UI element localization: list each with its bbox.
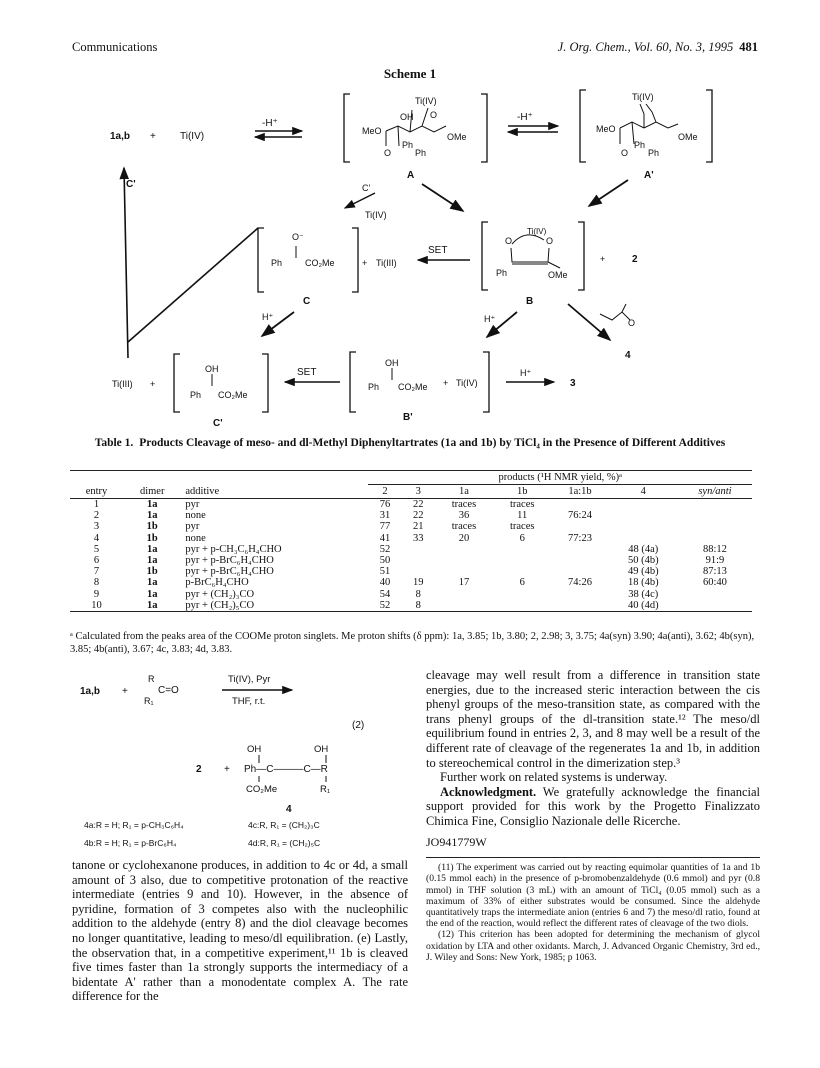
column-header: dimer [139,485,165,497]
column-header: additive [185,485,220,497]
table-cell: 10 [91,599,102,611]
scheme-1-figure [0,80,820,432]
table-cell [551,544,608,555]
ph-in-aprime-1: Ph [634,140,646,150]
eq2-reagent: Ti(IV), Pyr [228,674,271,685]
table-cell: 54 [379,588,391,600]
ph-in-aprime-2: Ph [648,148,660,158]
label-bprime: B' [403,412,413,423]
table-cell: none [185,532,206,544]
table-cell: 3 [93,521,100,533]
product-two: 2 [632,254,638,265]
table-header-group-row [70,471,752,485]
column-header: 1a:1b [568,486,592,497]
acknowledgment-heading: Acknowledgment. [440,784,537,799]
table-cell [678,499,752,511]
table-cell: 31 [379,510,391,522]
table-row [70,589,752,600]
page-number: 481 [739,40,758,54]
table-cell [551,589,608,600]
table-cell [402,566,435,577]
acknowledgment-text: We gratefully acknowledge the financial support provided for this work by the Progetto Finalizzato Chimica Fine, Consiglio Nazionale delle Ricerche. [426,784,760,828]
hplus-right: H⁺ [484,314,496,324]
column-header: 4 [640,486,646,497]
table-cell: 1b [146,566,158,578]
bracket-b-right [578,222,584,290]
bracket-aprime-right [706,90,712,162]
bracket-a-left [344,94,350,162]
eq2-two: 2 [196,764,202,775]
table-cell: pyr + p-BrC₆H₄CHO [185,555,274,567]
oh-in-bprime: OH [385,358,399,368]
table-cell [493,566,551,577]
table-cell: traces [509,499,535,510]
table-cell [678,510,752,521]
table-cell: 36 [458,510,470,522]
table-row [70,499,752,511]
ti4-below-arrow: Ti(IV) [365,210,387,220]
right-paragraph-1: cleavage may well result from a difference in transition state energies, due to the increased steric interaction between the cis phenyl groups of the meso-transition state, as compared with the trans phenyl groups of the dl-transition state.¹² The meso/dl equilibrium found in entries 2, 3, and 8 may well be a result of the different rate of cleavage of the regenerates 1a and 1b, in addition to stereochemical control in the dimerization step.³ [426,668,760,770]
eq2-plus-2: + [224,764,230,775]
bracket-aprime-left [580,90,586,162]
table-cell: 87:13 [703,566,727,578]
results-table [70,470,752,612]
table-cell: 74:26 [568,577,592,589]
column-header: 2 [382,486,388,497]
table-row [70,510,752,521]
eq2-reactant: 1a,b [80,686,101,697]
ominus-in-c: O⁻ [292,232,304,242]
plus-bottom: + [150,379,156,389]
hplus-bottom: H⁺ [520,368,532,378]
table-cell: 1b [146,521,158,533]
table-cell: 1a [146,599,158,611]
table-cell: 1b [146,532,158,544]
o2-in-b: O [546,236,554,246]
table-cell: 41 [379,532,391,544]
table-cell: 38 (4c) [628,588,659,600]
arrow-to-cprime [345,193,375,208]
table-cell: pyr + p-BrC₆H₄CHO [185,566,274,578]
o-in-a: O [430,110,438,120]
left-text-column [72,858,408,1004]
oh-in-cprime: OH [205,364,219,374]
ti4-reagent: Ti(IV) [180,131,205,142]
bracket-c-left [258,228,264,292]
table-cell: 8 [415,588,421,600]
acknowledgment-paragraph [426,785,760,829]
table-row [70,555,752,566]
table-caption-text: Products Cleavage of meso- and dl-Methyl Diphenyltartrates (1a and 1b) by TiCl₄ in the Presence of Different Additives [139,437,726,449]
table-cell [609,499,678,511]
table-cell [493,589,551,600]
table-cell [678,521,752,532]
table-cell: 91:9 [705,555,725,567]
ph-in-b: Ph [496,268,508,278]
table-cell [493,600,551,612]
table-row [70,577,752,588]
table-cell: 17 [458,577,470,589]
set-label-mid: SET [428,245,448,256]
bracket-cprime-left [174,354,180,412]
plus-bprime: + [443,378,449,388]
table-row [70,600,752,612]
table-cell: 88:12 [703,543,727,555]
eq2-number: (2) [352,720,365,731]
table-cell: 77 [379,521,391,533]
eq2-conditions: THF, r.t. [232,696,266,707]
table-cell [435,555,493,566]
table-cell: 50 [379,555,391,567]
table-cell: 20 [458,532,470,544]
table-cell: 60:40 [703,577,727,589]
table-cell: 8 [93,577,100,589]
table-caption [70,436,750,450]
eq2-co2me: CO₂Me [246,784,278,795]
column-header: 3 [415,486,421,497]
table-cell: 11 [517,510,528,522]
table-cell: traces [509,521,535,533]
bracket-bprime-left [350,352,356,412]
c-prime-return-line [124,168,128,358]
table-cell [551,600,608,612]
table-cell [609,510,678,521]
eq2-label-4: 4 [286,804,292,815]
eq2-oh-left: OH [247,744,262,755]
ph-in-cprime: Ph [190,390,202,400]
ph-in-a-2: Ph [415,148,427,158]
table-cell [678,589,752,600]
table-cell: 1a [146,588,158,600]
table-cell: 1a [146,510,158,522]
eq2-legend-4c: 4c:R, R₁ = (CH₂)₃C [248,820,320,830]
table-cell [551,566,608,577]
column-header: syn/anti [698,486,732,497]
label-c: C [303,296,311,307]
table-cell [435,544,493,555]
ome-in-b: OMe [548,270,568,280]
o-carbonyl-a: O [384,148,392,158]
table-cell [493,555,551,566]
o-in-b: O [505,236,513,246]
eq2-r: R [148,674,155,684]
table-cell: 1a [146,543,158,555]
table-cell: pyr + (CH₂)₅CO [185,599,255,611]
table-cell: none [185,510,206,522]
table-cell: 33 [412,532,424,544]
table-cell: 22 [412,510,424,522]
co2me-in-c: CO₂Me [305,258,335,268]
minus-h-label: -H⁺ [262,118,278,129]
set-label-bottom: SET [297,367,317,378]
ti4-in-b: Ti(IV) [527,227,547,236]
table-cell: 19 [412,577,424,589]
table-cell: 52 [379,543,391,555]
table-cell [551,521,608,532]
co2me-in-cprime: CO₂Me [218,390,248,400]
meo-in-aprime: MeO [596,124,616,134]
table-cell: 21 [412,521,424,533]
footnotes [426,862,760,963]
table-row [70,544,752,555]
ph-in-bprime: Ph [368,382,380,392]
eq2-legend-4d: 4d:R, R₁ = (CH₂)₅C [248,838,321,848]
table-row [70,566,752,577]
manuscript-code: JO941779W [426,834,487,849]
ti4-bprime: Ti(IV) [456,378,478,388]
eq2-legend-4a: 4a:R = H; R₁ = p-CH₃C₆H₄ [84,820,184,830]
table-cell: 40 (4d) [627,599,659,611]
table-row [70,533,752,544]
minus-h-label-2: -H⁺ [517,112,533,123]
table-cell: 7 [93,566,100,578]
arrow-a-to-b [422,184,463,211]
table-cell [551,499,608,511]
table-cell: 6 [93,555,100,567]
table-cell [678,533,752,544]
label-b: B [526,296,534,307]
start-compound: 1a,b [110,131,131,142]
table-cell: 76:24 [568,510,592,522]
table-cell [402,544,435,555]
eq2-chain: Ph—C———C—R [244,764,328,775]
table-cell [678,600,752,612]
table-cell: 6 [519,577,525,589]
label-4: 4 [625,350,631,361]
o-ketone: O [628,318,636,328]
c-prime-side: C' [126,179,136,190]
table-cell [493,544,551,555]
eq2-carbonyl: C=O [158,685,179,696]
eq2-oh-right: OH [314,744,329,755]
table-cell: pyr + p-CH₃C₆H₄CHO [185,543,282,555]
table-cell: 50 (4b) [627,555,659,567]
ph-in-c: Ph [271,258,283,268]
table-cell: 48 (4a) [628,543,659,555]
c-prime-on-arrow: C' [362,183,371,193]
table-cell: traces [451,521,477,533]
table-cell: 51 [379,566,391,578]
right-text-column [426,668,760,963]
plus-two: + [600,254,606,264]
o-carbonyl-aprime: O [621,148,629,158]
footnote-divider [426,857,760,858]
label-aprime: A' [644,170,654,181]
scheme-title: Scheme 1 [383,66,437,81]
table-cell: 9 [93,588,100,600]
table-cell [609,533,678,544]
ti3-bottom: Ti(III) [112,379,133,389]
ti3-mid: Ti(III) [376,258,397,268]
plus-sign: + [150,131,156,142]
ketone-skeleton [600,304,630,320]
table-cell: 1a [146,555,158,567]
ti4-in-aprime: Ti(IV) [632,92,654,102]
journal-citation: J. Org. Chem., Vol. 60, No. 3, 1995 [557,40,734,54]
running-header-journal [558,40,758,55]
bracket-c-right [352,228,358,292]
meo-in-a: MeO [362,126,382,136]
table-cell: traces [451,499,477,510]
table-cell: p-BrC₆H₄CHO [185,577,249,589]
table-cell [435,566,493,577]
table-cell: 5 [93,543,100,555]
bracket-a-right [481,94,487,162]
column-header: entry [85,485,108,497]
ome-in-a: OMe [447,132,467,142]
table-cell: 1 [93,499,100,510]
column-header: 1a [458,486,469,497]
table-cell [435,589,493,600]
bracket-cprime-right [262,354,268,412]
equation-2-figure [70,666,418,854]
table-cell [551,555,608,566]
table-row [70,521,752,532]
ome-in-aprime: OMe [678,132,698,142]
table-cell: 2 [93,510,100,522]
table-cell: pyr [185,521,200,533]
table-footnote: ᵃ Calculated from the peaks area of the COOMe proton singlets. Me proton shifts (δ ppm): 1a, 3.85; 1b, 3.80; 2, 2.98; 3, 3.75; 4a(syn) 3.90; 4a(anti), 3.62; 4b(syn), 3.85; 4b(anti), 3.67; 4c, 3.83; 4d, 3.83. [70,631,755,655]
table-cell [435,600,493,612]
table-cell: pyr + (CH₂)₃CO [185,588,255,600]
table-cell: 18 (4b) [627,577,659,589]
bracket-bprime-right [483,352,489,412]
oh-in-a: OH [400,112,414,122]
plus-ti3: + [362,258,368,268]
table-cell: 6 [519,532,525,544]
ti4-in-a: Ti(IV) [415,96,437,106]
hplus-left: H⁺ [262,312,274,322]
table-cell: 49 (4b) [627,566,659,578]
eq2-legend-4b: 4b:R = H; R₁ = p-BrC₆H₄ [84,838,177,848]
label-a: A [407,170,415,181]
ph-in-a-1: Ph [402,140,414,150]
co2me-in-bprime: CO₂Me [398,382,428,392]
table-cell: 77:23 [568,532,592,544]
footnote-11: (11) The experiment was carried out by reacting equimolar quantities of 1a and 1b (0.15 mmol each) in the presence of p-bromobenzaldehyde (0.6 mmol) and pyr (0.8 mmol) in THF solution (3 mL) with an amount of TiCl₄ (0.05 mmol) such as a maximum of 33% of either substrates would be consumed. Since the aldehyde quantitatively traps the intermediate anion (entries 6 and 7) the meso/dl ratio, found at the end of the reaction, would reflect the different rates of cleavage of the two diols. [426,862,760,930]
running-header-section: Communications [72,40,158,54]
label-3: 3 [570,378,576,389]
table-cell: 4 [93,532,100,544]
eq2-plus: + [122,686,128,697]
footnote-12: (12) This criterion has been adopted for determining the mechanism of glycol oxidation by LTA and other oxidants. March, J. Advanced Organic Chemistry, 3rd ed., J. Wiley and Sons: New York, 1985; p 1063. [426,929,760,963]
left-paragraph: tanone or cyclohexanone produces, in addition to 4c or 4d, a small amount of 3 also, due to competitive protonation of the reactive intermediate (entries 9 and 10). However, in the absence of pyridine, formation of 3 competes also with the nucleophilic addition to the aldehyde (entry 8) and the diol cleavage becomes no longer quantitative, leading to meso/dl equilibration. (e) Lastly, the observation that, in a competitive experiment,¹¹ 1b is cleaved five times faster than 1a strongly supports the intermediacy of a bidentate A' rather than a monodentate complex A. The rate difference for the [72,858,408,1004]
right-paragraph-2: Further work on related systems is underway. [440,770,668,785]
table-cell: 8 [415,599,421,611]
table-cell: 40 [379,577,391,589]
c-prime-diagonal [128,228,258,342]
table-cell [609,521,678,532]
arrow-aprime-to-b [589,180,628,206]
table-cell: 52 [379,599,391,611]
skeleton-aprime [620,104,678,144]
table-body [70,499,752,612]
table-cell: pyr [185,499,200,510]
eq2-r1: R₁ [144,696,154,706]
table-cell: 76 [379,499,391,510]
column-header: 1b [516,486,528,497]
table-cell [402,555,435,566]
eq2-r1-product: R₁ [320,784,331,795]
table-cell: 22 [412,499,424,510]
table-cell: 1a [146,577,158,589]
arrow-to-4 [568,304,610,340]
table-caption-number: Table 1. [94,437,134,449]
bracket-b-left [482,222,488,290]
table-cell: 1a [146,499,158,510]
table-column-headers [70,485,752,499]
products-header: products (¹H NMR yield, %)ᵃ [368,471,752,485]
label-cprime-bottom: C' [213,418,223,429]
